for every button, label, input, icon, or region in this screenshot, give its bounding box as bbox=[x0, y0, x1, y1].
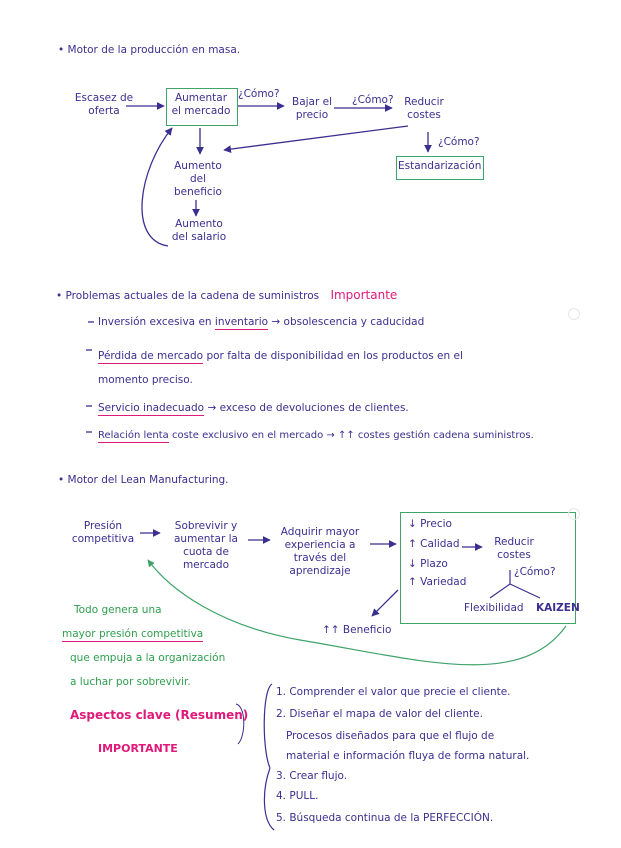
node-escasez: Escasez de oferta bbox=[74, 92, 134, 118]
summary-title: Aspectos clave (Resumen) bbox=[70, 708, 249, 722]
note-line-3: que empuja a la organización bbox=[70, 652, 226, 664]
node-salario: Aumento del salario bbox=[171, 218, 227, 244]
outcome-precio: ↓ Precio bbox=[408, 518, 452, 530]
section3-title: • Motor del Lean Manufacturing. bbox=[58, 474, 229, 486]
summary-item-3: 3. Crear flujo. bbox=[276, 770, 348, 782]
outcome-variedad: ↑ Variedad bbox=[408, 576, 467, 588]
summary-item-2: 2. Diseñar el mapa de valor del cliente. bbox=[276, 708, 483, 720]
summary-bracket bbox=[264, 684, 274, 830]
problem-item-2: Pérdida de mercado por falta de disponibilidad en los productos en el bbox=[98, 350, 463, 362]
node-adquirir: Adquirir mayor experiencia a través del aprendizaje bbox=[280, 526, 360, 578]
problem-item-4: Relación lenta coste exclusivo en el mercado → ↑↑ costes gestión cadena suministros. bbox=[98, 430, 534, 441]
summary-item-4: 4. PULL. bbox=[276, 790, 319, 802]
label-como-4: ¿Cómo? bbox=[514, 566, 556, 578]
summary-item-5: 5. Búsqueda continua de la PERFECCIÓN. bbox=[276, 812, 494, 824]
node-beneficio: Aumento del beneficio bbox=[174, 160, 222, 199]
punch-hole-top bbox=[568, 308, 580, 320]
arrow-box-beneficio bbox=[372, 590, 398, 616]
problem-item-2-cont: momento preciso. bbox=[98, 374, 193, 386]
problem-item-1: Inversión excesiva en inventario → obsolescencia y caducidad bbox=[98, 316, 425, 328]
problem-item-3: Servicio inadecuado → exceso de devoluciones de clientes. bbox=[98, 402, 409, 414]
node-reducir: Reducir costes bbox=[404, 96, 444, 122]
label-como-2: ¿Cómo? bbox=[352, 94, 394, 106]
node-presion: Presión competitiva bbox=[71, 520, 135, 546]
punch-hole-bottom bbox=[568, 508, 580, 520]
node-estandar: Estandarización bbox=[398, 160, 482, 172]
outcome-calidad: ↑ Calidad bbox=[408, 538, 460, 550]
section2-title: • Problemas actuales de la cadena de suministros Importante bbox=[56, 288, 398, 302]
node-flexibilidad: Flexibilidad bbox=[464, 602, 524, 614]
arrow-reducir-back bbox=[224, 126, 408, 150]
summary-item-2-sub-2: material e información fluya de forma natural. bbox=[286, 750, 530, 762]
node-kaizen: KAIZEN bbox=[536, 602, 580, 614]
node-beneficio-2: ↑↑ Beneficio bbox=[322, 624, 392, 636]
node-bajar: Bajar el precio bbox=[291, 96, 333, 122]
node-aumentar: Aumentar el mercado bbox=[171, 92, 231, 118]
note-line-4: a luchar por sobrevivir. bbox=[70, 676, 191, 688]
summary-item-2-sub-1: Procesos diseñados para que el flujo de bbox=[286, 730, 495, 742]
section1-title: • Motor de la producción en masa. bbox=[58, 44, 241, 56]
node-sobrevivir: Sobrevivir y aumentar la cuota de mercado bbox=[174, 520, 238, 572]
label-como-1: ¿Cómo? bbox=[238, 88, 280, 100]
note-line-2: mayor presión competitiva bbox=[62, 628, 204, 640]
important-label-4: IMPORTANTE bbox=[98, 742, 178, 755]
label-como-3: ¿Cómo? bbox=[438, 136, 480, 148]
node-reducir-2: Reducir costes bbox=[494, 536, 534, 562]
summary-item-1: 1. Comprender el valor que precie el cliente. bbox=[276, 686, 511, 698]
important-label-2: Importante bbox=[330, 288, 398, 302]
note-line-1: Todo genera una bbox=[74, 604, 162, 616]
outcome-plazo: ↓ Plazo bbox=[408, 558, 448, 570]
